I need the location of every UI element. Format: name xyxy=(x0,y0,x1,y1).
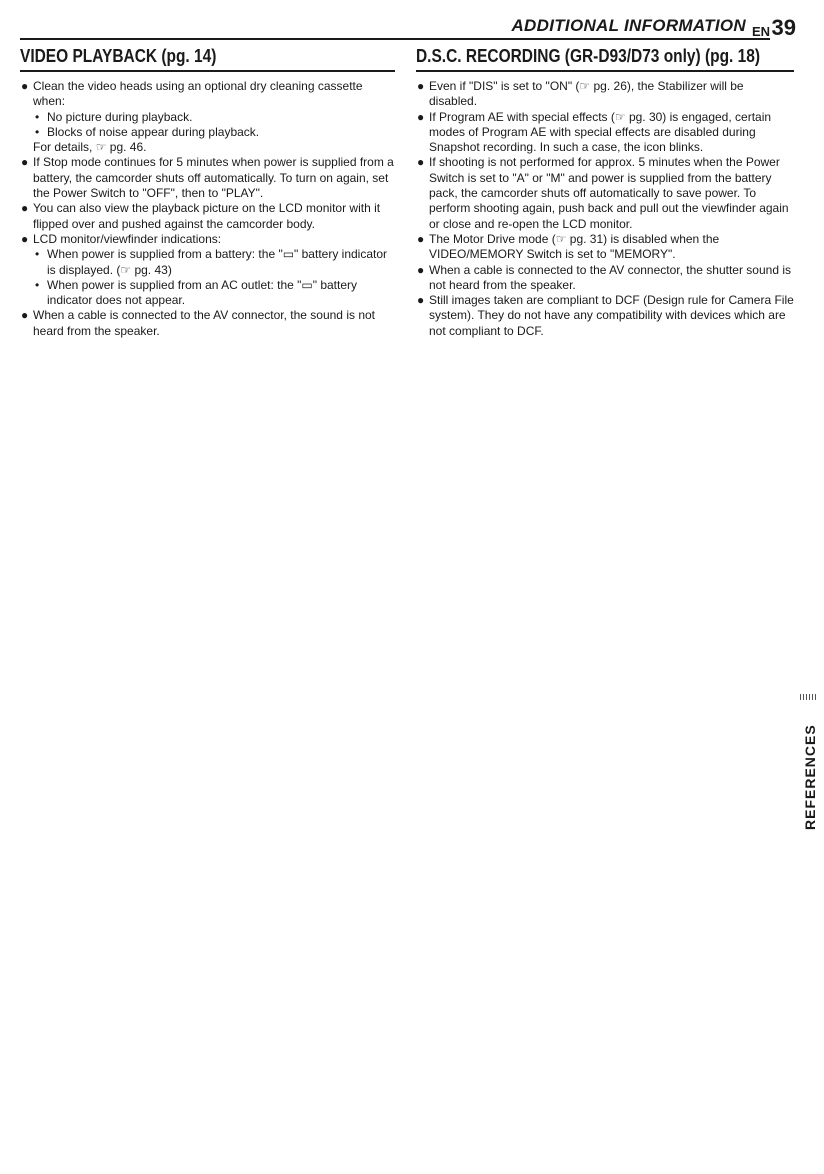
page-header xyxy=(20,14,816,40)
section-title: VIDEO PLAYBACK (pg. 14) xyxy=(20,46,217,66)
bullet-item xyxy=(20,201,395,232)
item-text: When a cable is connected to the AV connector, the sound is not heard from the speaker. xyxy=(33,308,375,338)
section-title: D.S.C. RECORDING (GR-D93/D73 only) (pg. 18) xyxy=(416,46,761,66)
bullet-item xyxy=(20,308,395,339)
bullet-icon: ● xyxy=(417,109,425,124)
bullet-icon: ● xyxy=(21,155,29,170)
section-body xyxy=(416,79,794,339)
section-rule xyxy=(20,70,395,72)
bullet-item xyxy=(416,79,794,110)
item-text: Clean the video heads using an optional dry cleaning cassette when: xyxy=(33,79,363,109)
item-text: No picture during playback. xyxy=(47,109,193,124)
section-dsc-recording xyxy=(416,46,794,339)
sub-bullet-icon: • xyxy=(35,277,40,292)
item-text: Even if "DIS" is set to "ON" (☞ pg. 26), the Stabilizer will be disabled. xyxy=(429,79,744,109)
bullet-icon: ● xyxy=(417,155,425,170)
section-video-playback xyxy=(20,46,395,339)
bullet-item xyxy=(20,232,395,247)
side-tab-label: REFERENCES xyxy=(802,724,818,830)
bullet-item xyxy=(416,263,794,294)
bullet-icon: ● xyxy=(417,262,425,277)
bullet-icon: ● xyxy=(21,308,29,323)
tab-marks xyxy=(800,694,818,700)
sub-item xyxy=(20,125,395,140)
item-text: LCD monitor/viewfinder indications: xyxy=(33,231,222,246)
item-text: The Motor Drive mode (☞ pg. 31) is disabled when the VIDEO/MEMORY Switch is set to "MEMORY". xyxy=(429,231,720,262)
item-text: When a cable is connected to the AV connector, the shutter sound is not heard from the speaker. xyxy=(429,262,792,292)
bullet-icon: ● xyxy=(21,79,29,93)
sub-bullet-icon: • xyxy=(35,109,40,124)
section-body xyxy=(20,79,395,339)
bullet-item xyxy=(416,293,794,339)
bullet-icon: ● xyxy=(417,231,425,246)
item-text: When power is supplied from an AC outlet: the "▭" battery indicator does not appear. xyxy=(47,277,358,308)
section-rule xyxy=(416,70,794,72)
bullet-icon: ● xyxy=(417,293,425,308)
bullet-icon: ● xyxy=(21,231,29,246)
item-text: You can also view the playback picture on the LCD monitor with it flipped over and pushed against the camcorder body. xyxy=(33,201,381,231)
bullet-item xyxy=(416,232,794,263)
item-text: If shooting is not performed for approx. 5 minutes when the Power Switch is set to "A" or "M" and power is supplied from the battery pack, the camcorder shuts off automatically to save power. To perform shooting again, push back and pull out the viewfinder again or close and re-open the LCD monitor. xyxy=(429,155,789,231)
bullet-item xyxy=(416,110,794,156)
item-text: For details, ☞ pg. 46. xyxy=(33,140,147,155)
side-tab xyxy=(798,694,820,830)
bullet-icon: ● xyxy=(417,79,425,93)
sub-bullet-icon: • xyxy=(35,124,40,139)
header-title: ADDITIONAL INFORMATION xyxy=(511,16,746,35)
item-text: If Stop mode continues for 5 minutes when power is supplied from a battery, the camcorder shuts off automatically. To turn on again, set the Power Switch to "OFF", then to "PLAY". xyxy=(33,155,394,201)
item-text: Still images taken are compliant to DCF (Design rule for Camera File system). They do not have any compatibility with devices which are not compliant to DCF. xyxy=(429,293,794,338)
bullet-icon: ● xyxy=(21,201,29,216)
bullet-item xyxy=(20,79,395,110)
bullet-item xyxy=(20,155,395,201)
item-text: When power is supplied from a battery: the "▭" battery indicator is displayed. (☞ pg. 43) xyxy=(47,247,388,277)
sub-bullet-icon: • xyxy=(35,247,40,262)
sub-item xyxy=(20,278,395,309)
page-number: 39 xyxy=(771,15,796,40)
sub-item xyxy=(20,247,395,278)
item-text: If Program AE with special effects (☞ pg. 30) is engaged, certain modes of Program AE with special effects are disabled during Snapshot recording. In such a case, the icon blinks. xyxy=(429,109,772,155)
bullet-item xyxy=(416,155,794,231)
header-rule xyxy=(20,38,770,40)
plain-line xyxy=(20,140,395,155)
item-text: Blocks of noise appear during playback. xyxy=(47,124,260,139)
header-lang: EN xyxy=(751,24,770,39)
sub-item xyxy=(20,110,395,125)
